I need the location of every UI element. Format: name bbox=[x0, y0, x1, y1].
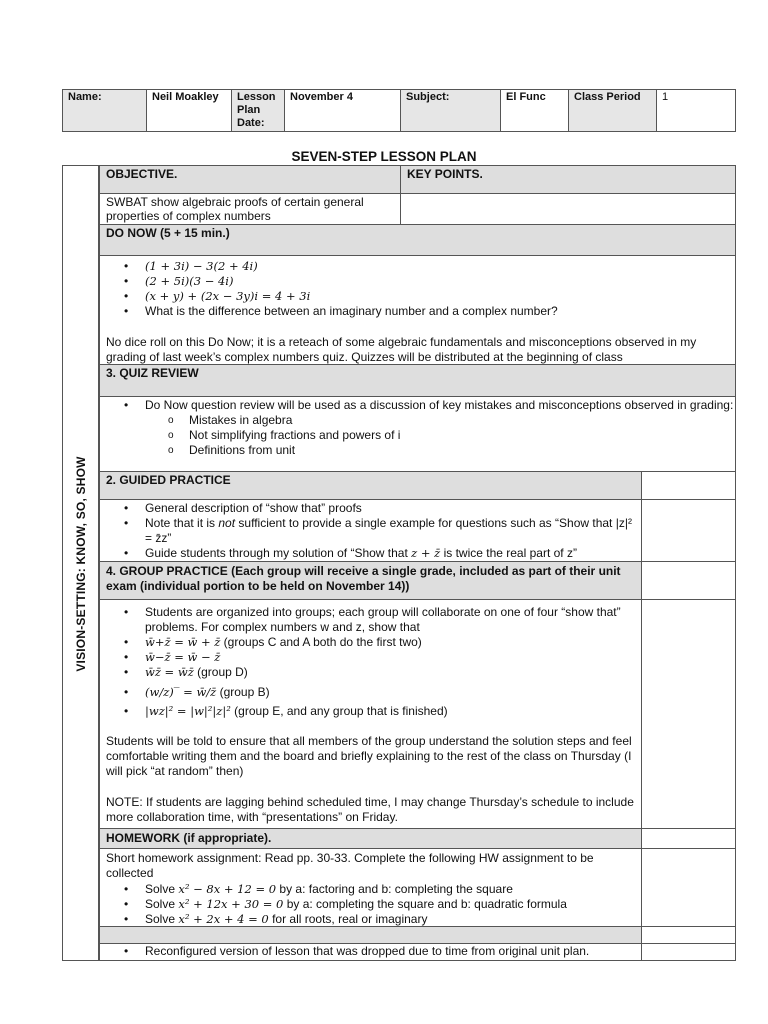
homework-item: • Solve x² + 12x + 30 = 0 by a: completing the square and b: quadratic formula bbox=[100, 897, 641, 912]
guided-practice-list bbox=[100, 501, 641, 561]
key-points-heading: KEY POINTS. bbox=[407, 167, 483, 181]
side-label-column bbox=[62, 165, 99, 961]
do-now-header-row bbox=[99, 224, 736, 256]
quiz-review-intro: • Do Now question review will be used as a discussion of key mistakes and misconceptions observed in grading: bbox=[100, 398, 735, 413]
group-practice-body bbox=[100, 605, 641, 826]
lesson-date-value: November 4 bbox=[285, 90, 401, 132]
guided-practice-heading: 2. GUIDED PRACTICE bbox=[106, 473, 231, 487]
homework-divider bbox=[641, 849, 642, 926]
group-practice-content bbox=[99, 599, 736, 829]
homework-header-row bbox=[99, 828, 736, 849]
homework-intro: Short homework assignment: Read pp. 30-33. Complete the following HW assignment to be collected bbox=[106, 851, 594, 880]
group-practice-item: • w̄+z̄ = w̄ + z̄ (groups C and A both do the first two) bbox=[100, 635, 641, 650]
guided-practice-content bbox=[99, 499, 736, 562]
quiz-review-subitem: o Not simplifying fractions and powers of i bbox=[100, 428, 735, 443]
homework-content bbox=[99, 848, 736, 927]
do-now-item: • What is the difference between an imaginary number and a complex number? bbox=[100, 304, 735, 319]
objective-heading: OBJECTIVE. bbox=[106, 167, 178, 181]
group-practice-note: NOTE: If students are lagging behind scheduled time, I may change Thursday’s schedule to include more collaboration time, with “presentations” on Friday. bbox=[106, 795, 634, 824]
homework-side-cell bbox=[641, 829, 735, 848]
subject-label: Subject: bbox=[401, 90, 501, 132]
group-practice-side-cell bbox=[641, 562, 735, 599]
guided-practice-divider bbox=[641, 500, 642, 561]
final-divider bbox=[641, 944, 642, 960]
key-points-divider bbox=[400, 194, 401, 224]
group-practice-divider bbox=[641, 600, 642, 828]
side-label: VISION-SETTING: KNOW, SO, SHOW bbox=[74, 456, 88, 672]
group-practice-item: • w̄z̄ = w̄z̄ (group D) bbox=[100, 665, 641, 680]
objective-content-row bbox=[99, 193, 736, 225]
guided-practice-header-row bbox=[99, 471, 736, 500]
final-content-row bbox=[99, 943, 736, 961]
guided-practice-item: • Guide students through my solution of “Show that z + z̄ is twice the real part of z” bbox=[100, 546, 641, 561]
quiz-review-subitem: o Mistakes in algebra bbox=[100, 413, 735, 428]
guided-practice-item: • Note that it is not sufficient to provide a single example for questions such as “Show that |z|² = z̄z” bbox=[100, 516, 641, 546]
final-list bbox=[100, 944, 641, 959]
document-title: SEVEN-STEP LESSON PLAN bbox=[291, 149, 477, 164]
quiz-review-heading: 3. QUIZ REVIEW bbox=[106, 366, 199, 380]
guided-practice-item: • General description of “show that” proofs bbox=[100, 501, 641, 516]
group-practice-header-row bbox=[99, 561, 736, 600]
group-practice-heading: 4. GROUP PRACTICE (Each group will receive a single grade, included as part of their unit exam (individual portion to be held on November 14)) bbox=[106, 564, 621, 593]
lesson-date-label: Lesson Plan Date: bbox=[232, 90, 285, 132]
homework-heading: HOMEWORK (if appropriate). bbox=[106, 831, 272, 845]
objective-header-row bbox=[99, 165, 736, 194]
group-practice-item: • |wz|² = |w|²|z|² (group E, and any group that is finished) bbox=[100, 704, 641, 719]
homework-item: • Solve x² + 2x + 4 = 0 for all roots, real or imaginary bbox=[100, 912, 641, 927]
class-period-label: Class Period bbox=[569, 90, 657, 132]
header-info-table bbox=[62, 89, 736, 132]
name-label: Name: bbox=[63, 90, 147, 132]
name-value: Neil Moakley bbox=[147, 90, 232, 132]
group-practice-paragraph: Students will be told to ensure that all members of the group understand the solution steps and feel comfortable writing them and the board and briefly explaining to the rest of the class on Thursday (I will pick “at random” then) bbox=[106, 734, 632, 778]
empty-side-cell bbox=[641, 927, 735, 943]
do-now-item: • (2 + 5i)(3 − 4i) bbox=[100, 274, 735, 289]
quiz-review-content bbox=[99, 396, 736, 472]
empty-header-row bbox=[99, 926, 736, 944]
group-practice-item: • w̄−z̄ = w̄ − z̄ bbox=[100, 650, 641, 665]
class-period-value: 1 bbox=[657, 90, 736, 132]
do-now-content bbox=[99, 255, 736, 365]
objective-text: SWBAT show algebraic proofs of certain general properties of complex numbers bbox=[106, 195, 364, 223]
do-now-item: • (1 + 3i) − 3(2 + 4i) bbox=[100, 259, 735, 274]
quiz-review-list bbox=[100, 398, 735, 458]
do-now-heading: DO NOW (5 + 15 min.) bbox=[106, 226, 230, 240]
quiz-review-subitem: o Definitions from unit bbox=[100, 443, 735, 458]
do-now-item: • (x + y) + (2x − 3y)i = 4 + 3i bbox=[100, 289, 735, 304]
final-item: • Reconfigured version of lesson that was dropped due to time from original unit plan. bbox=[100, 944, 641, 959]
group-practice-item: • (w/z)‾ = w̄/z̄ (group B) bbox=[100, 680, 641, 704]
do-now-list bbox=[100, 259, 735, 319]
quiz-review-header-row bbox=[99, 364, 736, 397]
homework-list bbox=[100, 882, 641, 927]
homework-body bbox=[100, 850, 641, 927]
guided-practice-side-cell bbox=[641, 472, 735, 499]
group-practice-intro: • Students are organized into groups; each group will collaborate on one of four “show that” problems. For complex numbers w and z, show that bbox=[100, 605, 641, 635]
do-now-note: No dice roll on this Do Now; it is a reteach of some algebraic fundamentals and misconceptions observed in my grading of last week’s complex numbers quiz. Quizzes will be distributed at the beginning of class bbox=[106, 335, 697, 364]
group-practice-list bbox=[100, 605, 641, 719]
subject-value: El Func bbox=[501, 90, 569, 132]
homework-item: • Solve x² − 8x + 12 = 0 by a: factoring and b: completing the square bbox=[100, 882, 641, 897]
